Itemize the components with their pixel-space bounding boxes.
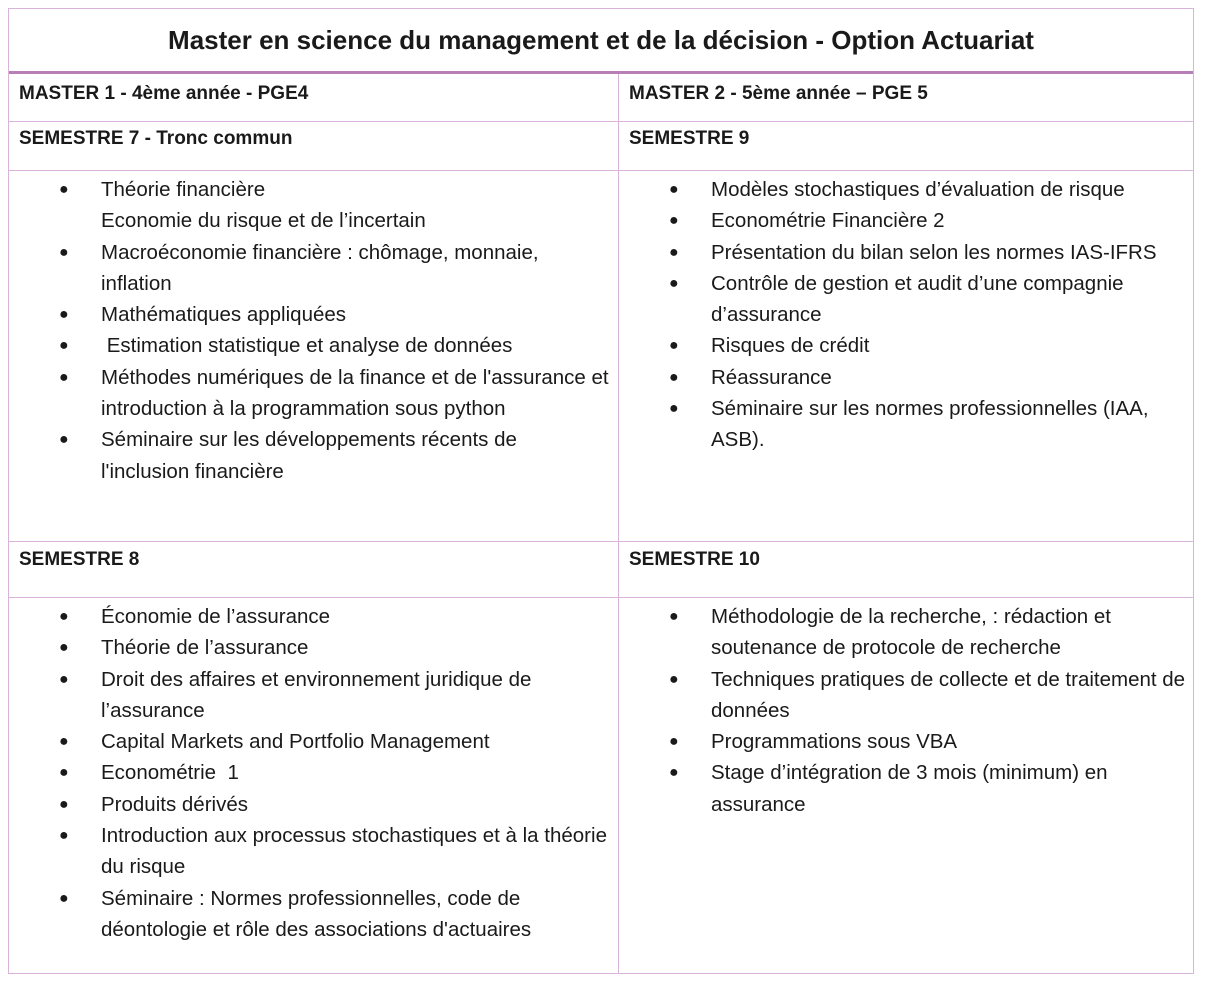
course-list [9, 601, 618, 945]
course-name: Théorie de l’assurance [101, 636, 309, 660]
semester10-header: SEMESTRE 10 [629, 549, 760, 570]
course-name: Séminaire : Normes professionnelles, code de déontologie et rôle des associations d'actuaires [101, 886, 532, 941]
list-item [619, 393, 1195, 456]
master1-header: MASTER 1 - 4ème année - PGE4 [19, 83, 309, 104]
list-item [9, 726, 618, 757]
bullet-icon: ● [669, 368, 679, 386]
list-item [9, 330, 618, 361]
course-name: Econométrie 1 [101, 761, 239, 785]
list-item [619, 601, 1195, 664]
semester7-courses [9, 174, 618, 540]
bullet-icon: ● [669, 212, 679, 230]
bullet-icon: ● [59, 670, 69, 688]
list-item [9, 632, 618, 663]
program-table [8, 8, 1194, 974]
course-name: Macroéconomie financière : chômage, monnaie, inflation [101, 240, 545, 295]
semester7-header: SEMESTRE 7 - Tronc commun [19, 128, 293, 149]
list-item [619, 268, 1195, 331]
list-item [9, 664, 618, 727]
course-name: Théorie financière Economie du risque et de l’incertain [101, 178, 426, 233]
bullet-icon: ● [669, 733, 679, 751]
course-name: Séminaire sur les normes professionnelles (IAA, ASB). [711, 397, 1154, 452]
list-item [9, 601, 618, 632]
list-item [9, 174, 618, 237]
bullet-icon: ● [59, 608, 69, 625]
list-item [619, 362, 1195, 393]
course-list [9, 174, 618, 487]
row-divider [9, 597, 1193, 598]
list-item [619, 174, 1195, 205]
course-list [619, 174, 1195, 456]
course-name: Méthodologie de la recherche, : rédaction et soutenance de protocole de recherche [711, 605, 1117, 660]
semester9-header: SEMESTRE 9 [629, 128, 750, 149]
list-item [619, 205, 1195, 236]
bullet-icon: ● [669, 337, 679, 355]
bullet-icon: ● [59, 368, 69, 386]
list-item [9, 757, 618, 788]
bullet-icon: ● [59, 639, 69, 657]
bullet-icon: ● [59, 733, 69, 751]
course-list [619, 601, 1195, 820]
semester8-courses [9, 601, 618, 971]
list-item [619, 757, 1195, 820]
bullet-icon: ● [669, 243, 679, 261]
semester9-courses [619, 174, 1195, 540]
course-name: Contrôle de gestion et audit d’une compagnie d’assurance [711, 271, 1130, 327]
course-name: Droit des affaires et environnement juridique de l’assurance [101, 667, 538, 722]
list-item [619, 726, 1195, 757]
bullet-icon: ● [669, 608, 679, 625]
bullet-icon: ● [59, 337, 69, 355]
course-name: Économie de l’assurance [101, 605, 331, 628]
bullet-icon: ● [669, 274, 679, 292]
bullet-icon: ● [669, 764, 679, 782]
bullet-icon: ● [59, 306, 69, 324]
list-item [619, 237, 1195, 268]
bullet-icon: ● [59, 889, 69, 907]
course-name: Techniques pratiques de collecte et de traitement de données [711, 667, 1191, 722]
bullet-icon: ● [59, 827, 69, 845]
row-divider [9, 170, 1193, 171]
list-item [9, 424, 618, 487]
course-name: Présentation du bilan selon les normes IAS-IFRS [711, 240, 1157, 264]
course-name: Capital Markets and Portfolio Management [101, 730, 490, 754]
list-item [619, 664, 1195, 727]
list-item [9, 789, 618, 820]
course-name: Séminaire sur les développements récents de l'inclusion financière [101, 428, 523, 483]
course-name: Risques de crédit [711, 334, 870, 358]
list-item [9, 237, 618, 300]
bullet-icon: ● [669, 400, 679, 418]
semester8-header: SEMESTRE 8 [19, 549, 140, 570]
course-name: Estimation statistique et analyse de données [101, 334, 513, 358]
course-name: Mathématiques appliquées [101, 303, 347, 327]
bullet-icon: ● [669, 670, 679, 688]
bullet-icon: ● [59, 764, 69, 782]
list-item [9, 820, 618, 883]
course-name: Stage d’intégration de 3 mois (minimum) en assurance [711, 761, 1114, 816]
course-name: Réassurance [711, 365, 832, 389]
course-name: Produits dérivés [101, 792, 248, 816]
bullet-icon: ● [59, 243, 69, 261]
course-name: Modèles stochastiques d’évaluation de risque [711, 178, 1125, 201]
table-title: Master en science du management et de la décision - Option Actuariat [168, 24, 1034, 55]
master2-header: MASTER 2 - 5ème année – PGE 5 [629, 83, 928, 104]
bullet-icon: ● [59, 795, 69, 813]
semester10-courses [619, 601, 1195, 971]
bullet-icon: ● [59, 431, 69, 449]
course-name: Méthodes numériques de la finance et de l'assurance et introduction à la programmation sous python [101, 365, 615, 421]
list-item [9, 362, 618, 425]
bullet-icon: ● [669, 181, 679, 198]
course-name: Econométrie Financière 2 [711, 209, 945, 233]
list-item [9, 299, 618, 330]
list-item [9, 883, 618, 946]
bullet-icon: ● [59, 181, 69, 198]
course-name: Introduction aux processus stochastiques et à la théorie du risque [101, 824, 613, 879]
course-name: Programmations sous VBA [711, 730, 958, 754]
list-item [619, 330, 1195, 361]
